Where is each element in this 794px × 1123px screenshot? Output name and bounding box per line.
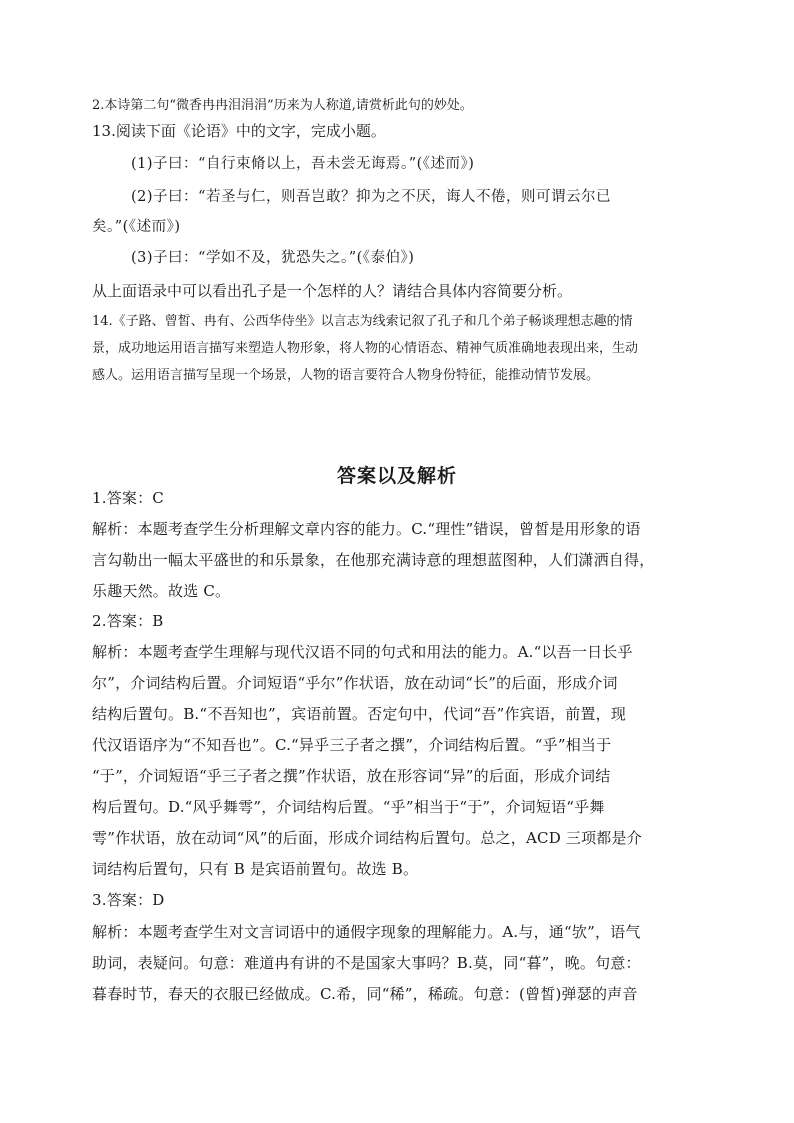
question-2-text: 2.本诗第二句“微香冉冉泪涓涓”历来为人称道,请赏析此句的妙处。 (92, 98, 473, 113)
answer-2-line-5: “于”，介词短语“乎三子者之撰”作状语，放在形容词“异”的后面，形成介词结 (92, 767, 611, 785)
answer-3-line-3: 暮春时节，春天的衣服已经做成。C.希，同“稀”，稀疏。句意：(曾皙)弹瑟的声音 (92, 985, 638, 1003)
answer-2-line-7: 雩”作状语，放在动词“风”的后面，形成介词结构后置句。总之，ACD 三项都是介 (92, 829, 642, 847)
answers-title: 答案以及解析 (336, 465, 457, 487)
answer-1-line-3: 乐趣天然。故选 C。 (92, 582, 231, 600)
answer-2-line-4: 代汉语语序为“不知吾也”。C.“异乎三子者之撰”，介词结构后置。“乎”相当于 (92, 736, 612, 754)
question-14-line-1: 14.《子路、曾皙、冉有、公西华侍坐》以言志为线索记叙了孔子和几个弟子畅谈理想志趣的情 (92, 314, 633, 329)
answer-3-label: 3.答案：D (92, 891, 165, 909)
question-14-line-2: 景，成功地运用语言描写来塑造人物形象，将人物的心情语态、精神气质准确地表现出来，生动 (92, 341, 639, 356)
answer-2-line-2: 尔”，介词结构后置。介词短语“乎尔”作状语，放在动词“长”的后面，形成介词 (92, 674, 618, 692)
answer-2-line-6: 构后置句。D.“风乎舞雩”，介词结构后置。“乎”相当于“于”，介词短语“乎舞 (92, 798, 605, 816)
question-13-quote-2-line-2: 矣。”(《述而》) (92, 219, 181, 235)
answer-3-line-2: 助词，表疑问。句意：难道冉有讲的不是国家大事吗？B.莫，同“暮”，晚。句意： (92, 954, 641, 972)
answer-2-line-1: 解析：本题考查学生理解与现代汉语不同的句式和用法的能力。A.“以吾一日长乎 (92, 643, 633, 661)
answer-2-line-3: 结构后置句。B.“不吾知也”，宾语前置。否定句中，代词“吾”作宾语，前置，现 (92, 705, 627, 723)
question-13-quote-2-line-1: (2)子曰：“若圣与仁，则吾岂敢？抑为之不厌，诲人不倦，则可谓云尔已 (131, 189, 611, 205)
answer-2-line-8: 词结构后置句，只有 B 是宾语前置句。故选 B。 (92, 860, 419, 878)
question-13-quote-3: (3)子曰：“学如不及，犹恐失之。”(《泰伯》) (131, 250, 415, 266)
question-13-task: 从上面语录中可以看出孔子是一个怎样的人？请结合具体内容简要分析。 (92, 282, 573, 300)
answer-3-line-1: 解析：本题考查学生对文言词语中的通假字现象的理解能力。A.与，通“欤”，语气 (92, 923, 641, 941)
question-13-quote-1: (1)子曰：“自行束脩以上，吾未尝无诲焉。”(《述而》) (131, 156, 475, 172)
answer-1-label: 1.答案：C (92, 489, 164, 507)
question-13-intro: 13.阅读下面《论语》中的文字，完成小题。 (92, 122, 386, 140)
answer-2-label: 2.答案：B (92, 612, 164, 630)
question-14-line-3: 感人。运用语言描写呈现一个场景，人物的语言要符合人物身份特征，能推动情节发展。 (92, 368, 600, 383)
answer-1-line-1: 解析：本题考查学生分析理解文章内容的能力。C.“理性”错误，曾皙是用形象的语 (92, 520, 641, 538)
answer-1-line-2: 言勾勒出一幅太平盛世的和乐景象，在他那充满诗意的理想蓝图种，人们潇洒自得， (92, 551, 655, 569)
